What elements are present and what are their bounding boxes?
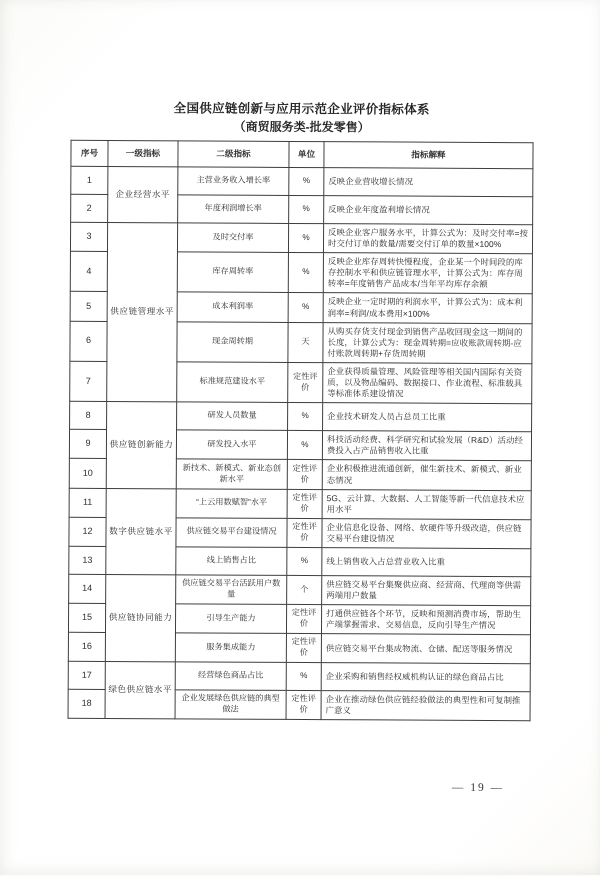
first-level-indicator-cell: 数字供应链水平	[106, 488, 176, 575]
row-number-cell: 15	[68, 603, 105, 632]
unit-cell: %	[288, 293, 323, 322]
page-subtitle: （商贸服务类-批发零售）	[233, 119, 370, 135]
second-level-indicator-cell: 年度利润增长率	[178, 195, 289, 224]
row-number-cell: 10	[69, 459, 106, 488]
explanation-cell: 企业采购和销售经权威机构认证的绿色商品占比	[321, 663, 530, 692]
row-number-cell: 9	[69, 430, 106, 459]
unit-cell: 定性评价	[286, 605, 321, 634]
unit-cell: 定性评价	[287, 460, 322, 489]
unit-cell: %	[288, 223, 323, 252]
explanation-cell: 反映企业营收增长情况	[324, 168, 533, 197]
second-level-indicator-cell: 新技术、新模式、新业态创新水平	[176, 459, 287, 489]
row-number-cell: 17	[68, 661, 105, 689]
table-row	[70, 402, 532, 432]
unit-cell: %	[289, 167, 324, 195]
table-header-cell: 序号	[71, 140, 108, 166]
row-number-cell: 7	[70, 361, 107, 401]
first-level-indicator-cell: 企业经营水平	[108, 166, 178, 222]
row-number-cell: 4	[70, 251, 107, 291]
row-number-cell: 8	[70, 402, 107, 430]
second-level-indicator-cell: 库存周转率	[177, 252, 288, 293]
table-row	[69, 574, 531, 606]
evaluation-index-table	[68, 140, 534, 722]
first-level-indicator-cell: 供应链协同能力	[105, 574, 175, 661]
unit-cell: %	[287, 547, 322, 575]
unit-cell: 定性评价	[287, 489, 322, 518]
page-number: — 19 —	[451, 781, 505, 795]
unit-cell: 天	[288, 322, 323, 362]
explanation-cell: 反映企业一定时期的利润水平，计算公式为：成本利润率=利润/成本费用×100%	[323, 293, 532, 323]
explanation-cell: 供应链交易平台集成物流、仓储、配送等服务情况	[321, 634, 530, 664]
document-header	[2, 0, 600, 137]
second-level-indicator-cell: 服务集成能力	[175, 633, 286, 662]
table-header-cell: 指标解释	[324, 142, 533, 169]
unit-cell: 定性评价	[287, 518, 322, 547]
row-number-cell: 5	[70, 292, 107, 321]
explanation-cell: 企业在推动绿色供应链经验做法的典型性和可复制推广意义	[321, 691, 530, 721]
explanation-cell: 科技活动经费、科学研究和试验发展（R&D）活动经费投入占产品销售收入比重	[322, 431, 531, 461]
second-level-indicator-cell: “上云用数赋智”水平	[176, 488, 287, 518]
row-number-cell: 14	[69, 574, 106, 603]
explanation-cell: 5G、云计算、大数据、人工智能等新一代信息技术应用水平	[322, 489, 531, 519]
explanation-cell: 企业信息化设备、网络、软硬件等升级改造，供应链交易平台建设情况	[322, 518, 531, 548]
second-level-indicator-cell: 标准规范建设水平	[177, 362, 288, 403]
unit-cell: %	[286, 662, 321, 690]
table-row	[71, 166, 533, 196]
explanation-cell: 反映企业库存周转快慢程度，企业某一个时间段的库存控制水平和供应链管理水平，计算公式为：库存周转率=年度销售产品成本/当年平均库存余额	[323, 253, 532, 294]
unit-cell: 定性评价	[286, 690, 321, 719]
unit-cell: %	[288, 403, 323, 431]
second-level-indicator-cell: 供应链交易平台建设情况	[176, 518, 287, 548]
explanation-cell: 供应链交易平台集聚供应商、经营商、代理商等供需两端用户数量	[322, 576, 531, 606]
unit-cell: %	[289, 195, 324, 223]
explanation-cell: 企业技术研发人员占总员工比重	[323, 403, 532, 432]
row-number-cell: 11	[69, 488, 106, 517]
row-number-cell: 6	[70, 321, 107, 361]
first-level-indicator-cell: 供应链管理水平	[107, 222, 178, 402]
table-row	[70, 222, 532, 254]
second-level-indicator-cell: 企业发展绿色供应链的典型做法	[175, 690, 286, 720]
row-number-cell: 12	[69, 517, 106, 546]
row-number-cell: 2	[71, 194, 108, 222]
table-header-cell: 一级指标	[108, 140, 178, 166]
table-row	[68, 661, 530, 691]
second-level-indicator-cell: 现金周转期	[177, 322, 288, 363]
row-number-cell: 18	[68, 689, 105, 718]
second-level-indicator-cell: 主营业务收入增长率	[178, 167, 289, 196]
row-number-cell: 13	[69, 546, 106, 574]
unit-cell: 个	[287, 575, 322, 604]
explanation-cell: 打通供应链各个环节，反映和预测消费市场，帮助生产端掌握需求、交易信息，反向引导生产情况	[321, 605, 530, 635]
second-level-indicator-cell: 线上销售占比	[176, 547, 287, 576]
table-header-cell: 单位	[289, 141, 324, 167]
first-level-indicator-cell: 供应链创新能力	[106, 402, 176, 489]
second-level-indicator-cell: 引导生产能力	[175, 604, 286, 634]
unit-cell: %	[287, 431, 322, 460]
second-level-indicator-cell: 研发投入水平	[176, 430, 287, 460]
explanation-cell: 企业获得质量管理、风险管理等相关国内国际有关资质，以及物品编码、数据接口、作业流程、标准载具等标准体系建设情况	[323, 363, 532, 404]
table-header-cell: 二级指标	[178, 141, 289, 168]
explanation-cell: 反映企业年度盈利增长情况	[324, 196, 533, 225]
unit-cell: 定性评价	[288, 362, 323, 402]
explanation-cell: 线上销售收入占总营业收入比重	[322, 548, 531, 577]
second-level-indicator-cell: 经营绿色商品占比	[175, 662, 286, 691]
second-level-indicator-cell: 研发人员数量	[177, 402, 288, 431]
row-number-cell: 3	[70, 222, 107, 251]
explanation-cell: 企业积极推进流通创新，催生新技术、新模式、新业态情况	[322, 460, 531, 490]
row-number-cell: 1	[71, 166, 108, 194]
second-level-indicator-cell: 及时交付率	[177, 223, 288, 253]
unit-cell: 定性评价	[286, 634, 321, 663]
second-level-indicator-cell: 成本利润率	[177, 292, 288, 322]
page-title: 全国供应链创新与应用示范企业评价指标体系	[173, 101, 430, 117]
first-level-indicator-cell: 绿色供应链水平	[105, 661, 175, 719]
table-body	[68, 166, 533, 721]
explanation-cell: 反映企业客户服务水平，计算公式为：及时交付率=按时交付订单的数量/需要交付订单的数量×100%	[323, 224, 532, 254]
table-row	[69, 488, 531, 520]
row-number-cell: 16	[68, 633, 105, 662]
table-header-row	[71, 140, 533, 168]
explanation-cell: 从购买存货支付现金到销售产品收回现金这一期间的长度，计算公式为：现金周转期=应收账款周转期-应付账款周转期+存货周转期	[323, 322, 532, 363]
unit-cell: %	[288, 253, 323, 293]
second-level-indicator-cell: 供应链交易平台活跃用户数量	[176, 575, 287, 605]
